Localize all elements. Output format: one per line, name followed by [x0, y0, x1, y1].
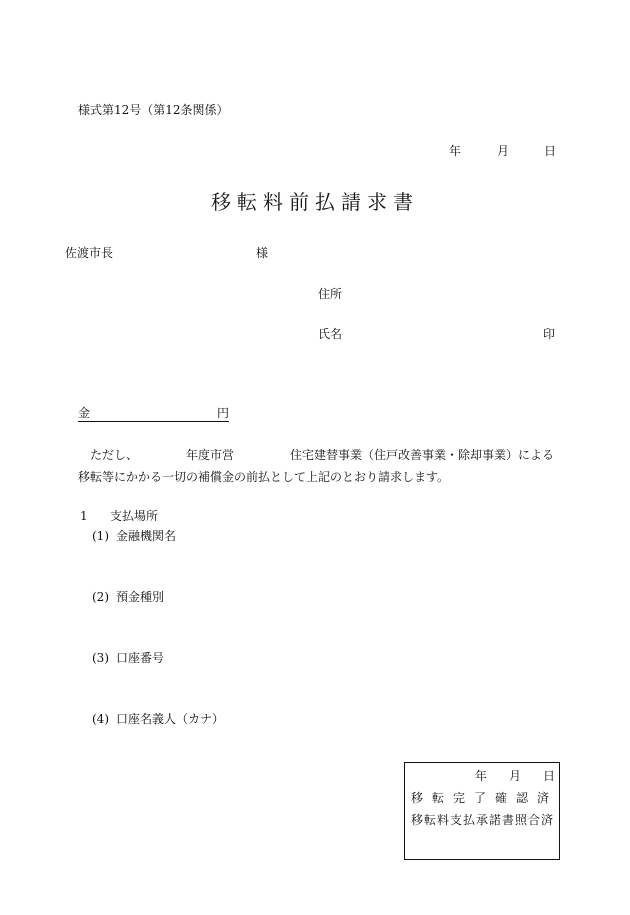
item-number: (3) — [92, 651, 109, 665]
relocation-confirmed-line: 移転完了確認済 — [411, 791, 559, 805]
section-number: 1 — [80, 509, 88, 523]
item-label: 金融機関名 — [116, 529, 177, 543]
item-number: (1) — [92, 529, 109, 543]
statement-part-3: 住宅建替事業（住戸改善事業・除却事業）による移転等にかかる一切の補償金の前払として上記のとおり請求します。 — [78, 448, 555, 484]
item-label: 口座名義人（カナ） — [116, 712, 225, 726]
statement-part-1: ただし、 — [90, 448, 139, 462]
addressee-name: 佐渡市長 — [65, 246, 114, 260]
item-number: (2) — [92, 590, 109, 604]
document-title: 移転料前払請求書 — [211, 190, 419, 214]
confirmation-year-label: 年 — [475, 769, 488, 783]
request-statement — [78, 444, 556, 488]
item-number: (4) — [92, 712, 109, 726]
consent-verified-line: 移転料支払承諾書照合済 — [411, 813, 555, 827]
date-day-label: 日 — [544, 144, 557, 158]
date-year-label: 年 — [449, 144, 462, 158]
payment-item-deposit-type — [92, 588, 164, 605]
addressee-honorific: 様 — [256, 246, 269, 260]
payment-section-title — [80, 507, 158, 524]
section-title: 支払場所 — [110, 509, 159, 523]
address-label: 住所 — [318, 287, 343, 301]
seal-mark: 印 — [543, 327, 556, 341]
statement-part-2: 年度市営 — [186, 448, 235, 462]
amount-prefix: 金 — [78, 406, 91, 420]
confirmation-day-label: 日 — [543, 769, 556, 783]
form-number: 様式第12号（第12条関係） — [78, 103, 229, 117]
date-month-label: 月 — [497, 144, 510, 158]
name-label: 氏名 — [318, 327, 343, 341]
item-label: 口座番号 — [116, 651, 165, 665]
amount-unit: 円 — [216, 406, 229, 420]
confirmation-month-label: 月 — [509, 769, 522, 783]
payment-item-account-holder — [92, 710, 224, 727]
item-label: 預金種別 — [116, 590, 165, 604]
payment-item-account-number — [92, 649, 164, 666]
amount-field — [78, 404, 229, 422]
payment-item-bank-name — [92, 527, 176, 544]
confirmation-box — [404, 762, 560, 860]
